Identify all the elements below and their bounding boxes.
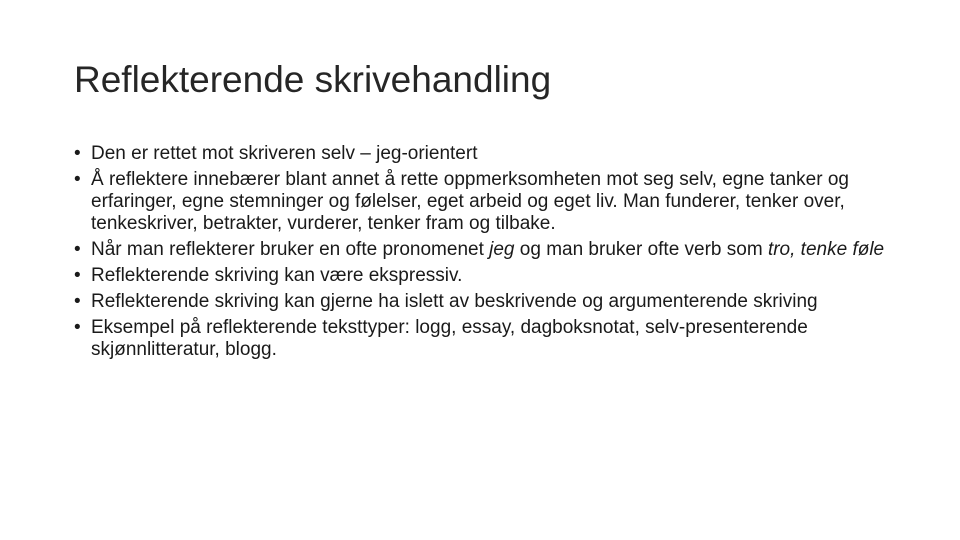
bullet-item-6: • Eksempel på reflekterende teksttyper: logg, essay, dagboksnotat, selv-presenterende skjønnlitteratur, blogg. <box>74 317 886 361</box>
bullet-3-text-part-1: Når man reflekterer bruker en ofte pronomenet <box>91 239 490 260</box>
bullet-list <box>74 143 886 365</box>
bullet-item-3 <box>74 239 886 261</box>
bullet-3-italic-jeg: jeg <box>489 239 515 260</box>
bullet-3-italic-verbs: tro, tenke føle <box>767 239 885 260</box>
bullet-item-1: • Den er rettet mot skriveren selv – jeg-orientert <box>74 143 886 165</box>
bullet-item-2: • Å reflektere innebærer blant annet å rette oppmerksomheten mot seg selv, egne tanker og erfaringer, egne stemninger og følelser, eget arbeid og eget liv. Man funderer, tenker over, tenkeskriver, betrakter, vurderer, tenker fram og tilbake. <box>74 169 886 235</box>
bullet-item-5: • Reflekterende skriving kan gjerne ha islett av beskrivende og argumenterende skriving <box>74 291 886 313</box>
slide-title: Reflekterende skrivehandling <box>74 59 552 100</box>
bullet-3-text-part-2: og man bruker ofte verb som <box>514 239 768 260</box>
bullet-item-4: • Reflekterende skriving kan være ekspressiv. <box>74 265 886 287</box>
